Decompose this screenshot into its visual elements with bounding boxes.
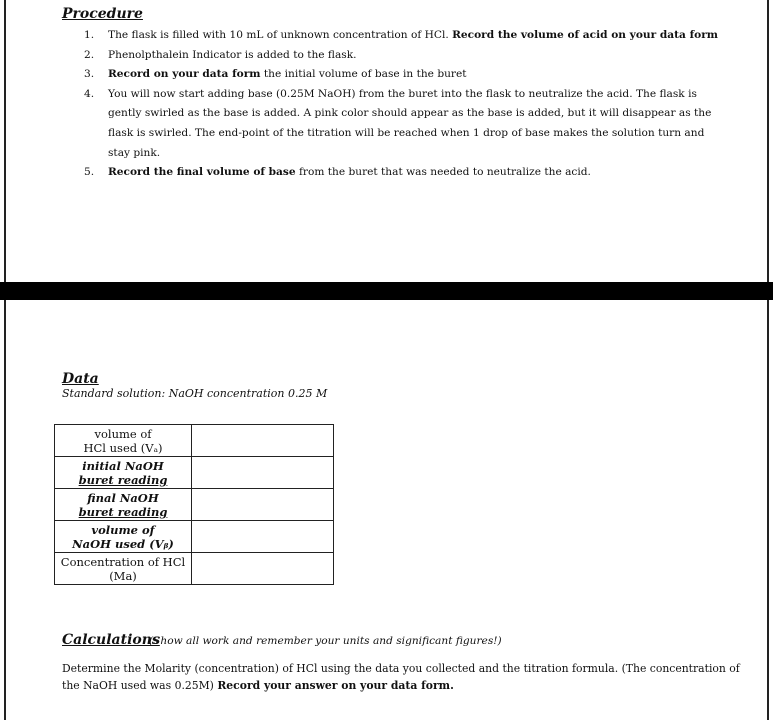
label-line: volume of xyxy=(94,426,152,441)
step-3 xyxy=(62,65,722,85)
table-row xyxy=(55,489,334,521)
label-line: initial NaOH xyxy=(82,458,164,473)
procedure-steps xyxy=(62,26,722,183)
table-row xyxy=(55,521,334,553)
step-2 xyxy=(62,46,722,66)
label-line: (Ma) xyxy=(109,568,137,583)
instruction-bold-text: Record your answer on your data form. xyxy=(217,679,454,692)
table-row xyxy=(55,553,334,585)
data-table xyxy=(54,424,334,585)
step-text: The flask is filled with 10 mL of unknown concentration of HCl. xyxy=(108,29,453,41)
data-title: Data xyxy=(62,371,99,387)
table-row xyxy=(55,425,334,457)
step-number: 1. xyxy=(84,29,95,41)
row-label xyxy=(55,489,192,521)
row-label xyxy=(55,521,192,553)
value-cell[interactable] xyxy=(192,425,334,457)
standard-solution: Standard solution: NaOH concentration 0.25 M xyxy=(62,387,328,400)
label-line: NaOH used (Vᵦ) xyxy=(72,536,174,551)
step-5 xyxy=(62,163,722,183)
table-row xyxy=(55,457,334,489)
procedure-page xyxy=(4,0,769,282)
step-number: 4. xyxy=(84,87,95,100)
label-line: buret reading xyxy=(78,504,168,519)
step-number: 5. xyxy=(84,166,95,179)
label-line: final NaOH xyxy=(87,490,159,505)
step-number: 3. xyxy=(84,68,95,81)
value-cell[interactable] xyxy=(192,521,334,553)
step-text: the initial volume of base in the buret xyxy=(260,68,467,81)
step-bold-text: Record the volume of acid on your data form xyxy=(452,29,718,41)
value-cell[interactable] xyxy=(192,457,334,489)
step-1 xyxy=(62,26,722,46)
value-cell[interactable] xyxy=(192,553,334,585)
label-line: HCl used (Vₐ) xyxy=(83,440,163,455)
step-bold-text: Record on your data form xyxy=(108,68,261,81)
calculations-instructions xyxy=(62,660,742,694)
step-number: 2. xyxy=(84,48,95,61)
row-label xyxy=(55,553,192,585)
data-page xyxy=(4,300,769,720)
value-cell[interactable] xyxy=(192,489,334,521)
step-text: Phenolpthalein Indicator is added to the flask. xyxy=(108,48,357,61)
step-text: You will now start adding base (0.25M NaOH) from the buret into the flask to neutralize the acid. The flask is gently swirled as the base is added. A pink color should appear as the base is added, but it will disappear as the flask is swirled. The end-point of the titration will be reached when 1 drop of base makes the solution turn and stay pink. xyxy=(108,87,712,159)
step-text: from the buret that was needed to neutralize the acid. xyxy=(295,166,591,179)
step-bold-text: Record the final volume of base xyxy=(108,166,296,179)
step-4 xyxy=(62,85,722,163)
label-line: Concentration of HCl xyxy=(60,554,186,569)
label-line: volume of xyxy=(91,522,155,537)
calculations-title: Calculations xyxy=(62,632,160,648)
row-label xyxy=(55,457,192,489)
row-label xyxy=(55,425,192,457)
instruction-text: Determine the Molarity (concentration) of HCl using the data you collected and the titration formula. (The concentration of the NaOH used was 0.25M) xyxy=(62,662,740,692)
procedure-title: Procedure xyxy=(62,6,143,22)
label-line: buret reading xyxy=(78,472,168,487)
page-separator xyxy=(0,282,773,300)
calculations-note: (Show all work and remember your units and significant figures!) xyxy=(149,635,502,647)
